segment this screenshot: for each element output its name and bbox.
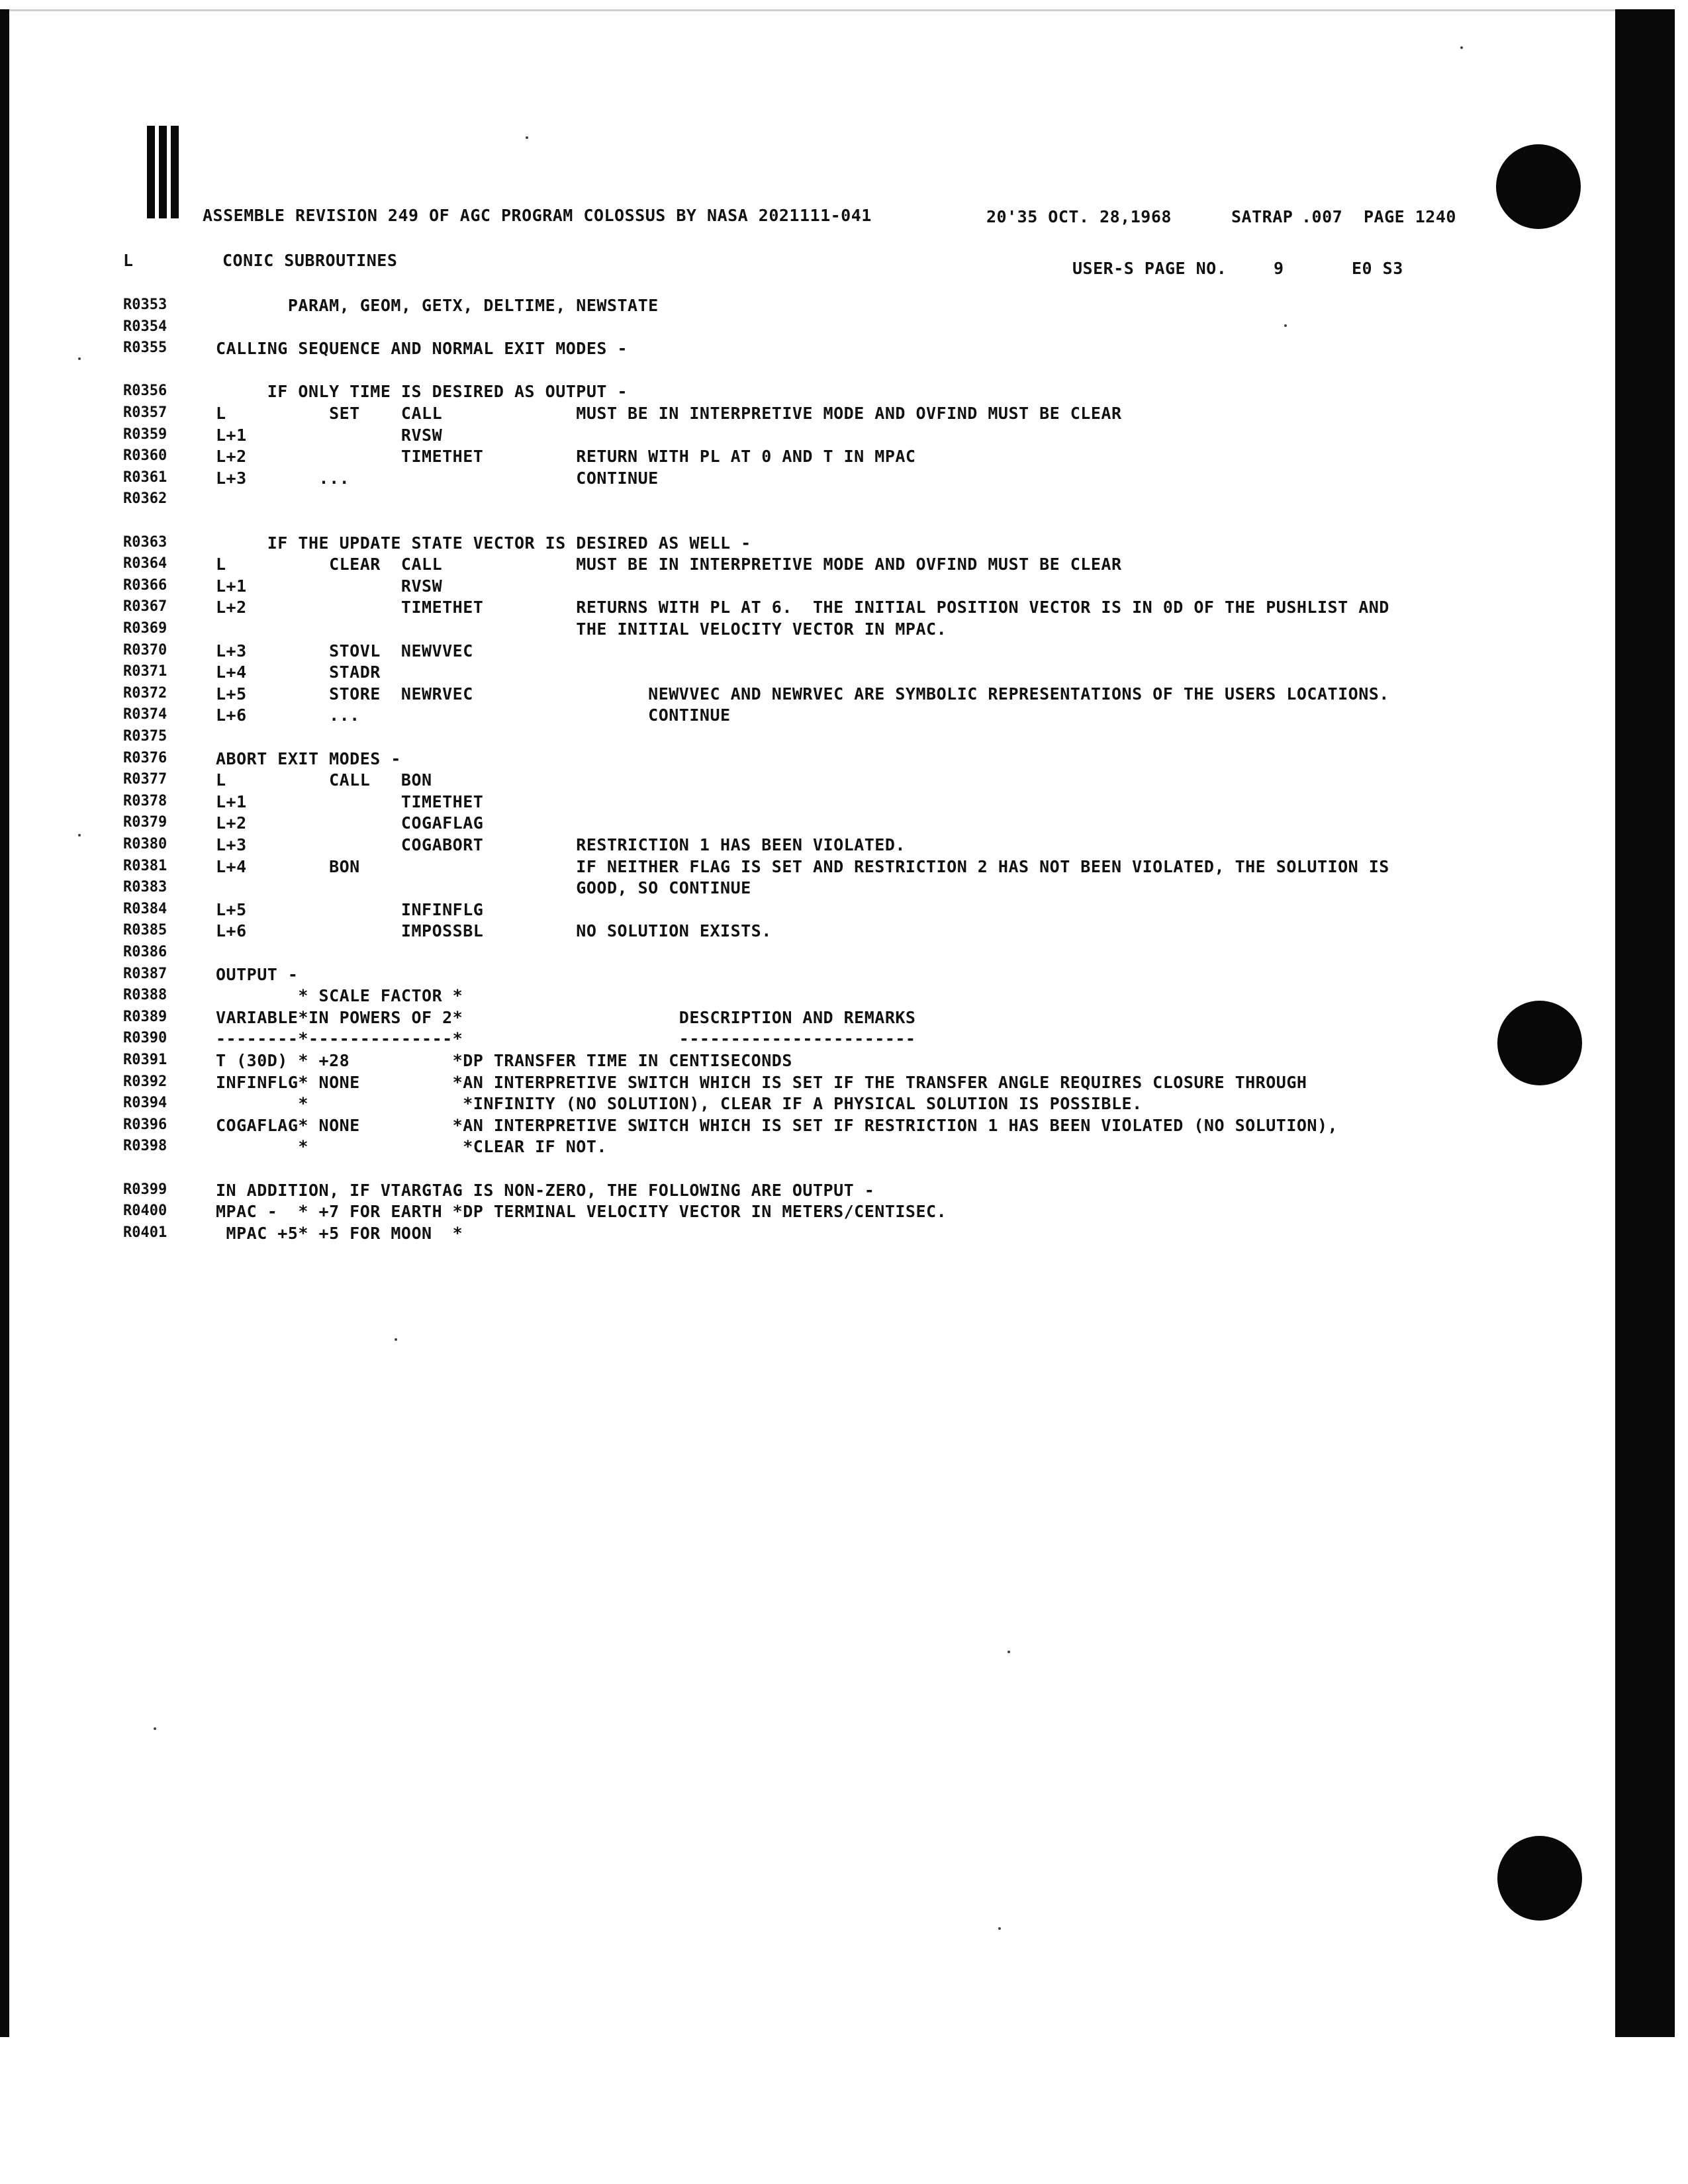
line-text: T (30D) * +28 *DP TRANSFER TIME IN CENTISECONDS <box>216 1051 792 1070</box>
line-text: L+5 STORE NEWRVEC NEWVVEC AND NEWRVEC ARE SYMBOLIC REPRESENTATIONS OF THE USERS LOCATIONS. <box>216 684 1389 704</box>
line-number: R0400 <box>123 1203 167 1220</box>
user-page-number: 9 <box>1274 259 1284 278</box>
line-text: COGAFLAG* NONE *AN INTERPRETIVE SWITCH WHICH IS SET IF RESTRICTION 1 HAS BEEN VIOLATED (NO SOLUTION), <box>216 1115 1338 1135</box>
line-number: R0399 <box>123 1181 167 1198</box>
listing-line <box>0 944 1589 966</box>
line-number: R0396 <box>123 1116 167 1133</box>
line-text: OUTPUT - <box>216 964 299 984</box>
bottom-margin <box>0 2037 1688 2184</box>
line-number: R0360 <box>123 447 167 465</box>
listing-line <box>0 318 1589 341</box>
line-text: * *CLEAR IF NOT. <box>216 1137 607 1157</box>
line-text: * SCALE FACTOR * <box>216 986 463 1006</box>
line-number: R0362 <box>123 490 167 508</box>
listing-line <box>0 512 1589 535</box>
line-number: R0363 <box>123 533 167 551</box>
line-text: ABORT EXIT MODES - <box>216 749 401 768</box>
speck <box>1008 1651 1010 1653</box>
line-number: R0357 <box>123 404 167 421</box>
line-text: L+1 RVSW <box>216 425 443 445</box>
listing-line <box>0 858 1589 880</box>
speck <box>395 1338 397 1341</box>
line-number: R0381 <box>123 857 167 874</box>
line-number: R0380 <box>123 836 167 852</box>
line-number: R0364 <box>123 555 167 572</box>
listing-line <box>0 642 1589 664</box>
listing-line <box>0 685 1589 707</box>
speck <box>78 834 81 837</box>
line-number: R0355 <box>123 340 167 357</box>
line-number: R0369 <box>123 620 167 637</box>
line-text: MPAC +5* +5 FOR MOON * <box>216 1223 463 1243</box>
top-rule <box>9 9 1615 11</box>
line-text: PARAM, GEOM, GETX, DELTIME, NEWSTATE <box>216 296 659 315</box>
listing-line <box>0 620 1589 643</box>
line-number: R0366 <box>123 576 167 594</box>
line-text: L+3 ... CONTINUE <box>216 468 659 488</box>
listing-line <box>0 404 1589 427</box>
speck <box>998 1927 1001 1930</box>
user-page-suffix: E0 S3 <box>1352 259 1403 278</box>
speck <box>526 136 528 139</box>
listing-line <box>0 490 1589 513</box>
listing-line <box>0 447 1589 470</box>
line-number: R0384 <box>123 900 167 917</box>
line-text: L+6 IMPOSSBL NO SOLUTION EXISTS. <box>216 921 772 941</box>
speck <box>1284 324 1287 327</box>
binder-hole-bottom <box>1497 1836 1582 1921</box>
line-number: R0390 <box>123 1030 167 1047</box>
binder-hole-top <box>1496 144 1581 229</box>
line-text: L CALL BON <box>216 770 432 790</box>
line-text: L+2 COGAFLAG <box>216 813 484 833</box>
line-text: L+2 TIMETHET RETURN WITH PL AT 0 AND T IN MPAC <box>216 447 916 467</box>
line-number: R0394 <box>123 1095 167 1112</box>
line-number: R0376 <box>123 749 167 766</box>
line-number: R0367 <box>123 598 167 615</box>
line-text: MPAC - * +7 FOR EARTH *DP TERMINAL VELOCITY VECTOR IN METERS/CENTISEC. <box>216 1202 947 1222</box>
line-text: L+3 STOVL NEWVVEC <box>216 641 473 660</box>
listing-line <box>0 1116 1589 1139</box>
line-number: R0359 <box>123 426 167 443</box>
line-text: L+5 INFINFLG <box>216 899 484 919</box>
line-number: R0387 <box>123 965 167 982</box>
listing-line <box>0 836 1589 858</box>
line-number: R0356 <box>123 383 167 400</box>
line-number: R0378 <box>123 792 167 809</box>
line-text: IN ADDITION, IF VTARGTAG IS NON-ZERO, THE FOLLOWING ARE OUTPUT - <box>216 1180 875 1200</box>
line-number: R0370 <box>123 641 167 659</box>
line-number: R0391 <box>123 1052 167 1068</box>
line-number: R0374 <box>123 706 167 723</box>
speck <box>154 1727 156 1730</box>
line-text: * *INFINITY (NO SOLUTION), CLEAR IF A PHYSICAL SOLUTION IS POSSIBLE. <box>216 1094 1143 1114</box>
line-number: R0386 <box>123 944 167 960</box>
header-title: ASSEMBLE REVISION 249 OF AGC PROGRAM COLOSSUS BY NASA 2021111-041 <box>203 206 872 225</box>
listing-line <box>0 577 1589 600</box>
line-text: --------*--------------* ----------------------- <box>216 1029 916 1049</box>
listing-line <box>0 426 1589 449</box>
speck <box>78 357 81 360</box>
line-number: R0388 <box>123 987 167 1004</box>
page-marker-bars <box>147 126 179 218</box>
line-text: L+1 TIMETHET <box>216 792 484 811</box>
line-number: R0361 <box>123 469 167 486</box>
listing-line <box>0 922 1589 944</box>
listing-line <box>0 1073 1589 1096</box>
line-number: R0377 <box>123 771 167 788</box>
line-text: GOOD, SO CONTINUE <box>216 878 751 898</box>
user-page-label: USER-S PAGE NO. <box>1072 259 1227 278</box>
line-number: R0389 <box>123 1008 167 1025</box>
line-text: INFINFLG* NONE *AN INTERPRETIVE SWITCH WHICH IS SET IF THE TRANSFER ANGLE REQUIRES CLOSURE THROUGH <box>216 1072 1307 1092</box>
line-text: CALLING SEQUENCE AND NORMAL EXIT MODES - <box>216 339 628 359</box>
listing-line <box>0 1181 1589 1204</box>
line-number: R0379 <box>123 814 167 831</box>
listing-line <box>0 340 1589 362</box>
right-edge-shadow <box>1615 9 1675 2037</box>
listing-line <box>0 706 1589 729</box>
listing-line <box>0 901 1589 923</box>
listing-line <box>0 1160 1589 1182</box>
listing-line <box>0 966 1589 988</box>
listing-line <box>0 1052 1589 1074</box>
line-number: R0401 <box>123 1224 167 1241</box>
listing-line <box>0 987 1589 1009</box>
listing-line <box>0 1224 1589 1247</box>
line-text: L+4 BON IF NEITHER FLAG IS SET AND RESTRICTION 2 HAS NOT BEEN VIOLATED, THE SOLUTION IS <box>216 856 1389 876</box>
section-title: CONIC SUBROUTINES <box>222 251 398 270</box>
listing-line <box>0 728 1589 751</box>
line-text: L+3 COGABORT RESTRICTION 1 HAS BEEN VIOLATED. <box>216 835 906 854</box>
listing-line <box>0 663 1589 686</box>
header-version: .007 <box>1301 207 1343 226</box>
line-number: R0383 <box>123 879 167 896</box>
line-text: L+4 STADR <box>216 662 381 682</box>
line-text: L+1 RVSW <box>216 576 443 596</box>
listing-line <box>0 361 1589 384</box>
listing-line <box>0 879 1589 901</box>
listing-line <box>0 469 1589 492</box>
listing-line <box>0 1095 1589 1117</box>
listing-line <box>0 598 1589 621</box>
line-text: IF ONLY TIME IS DESIRED AS OUTPUT - <box>216 382 628 402</box>
line-text: L CLEAR CALL MUST BE IN INTERPRETIVE MODE AND OVFIND MUST BE CLEAR <box>216 555 1122 574</box>
line-number: R0392 <box>123 1073 167 1090</box>
listing-line <box>0 771 1589 794</box>
listing-line <box>0 1009 1589 1031</box>
listing-line <box>0 296 1589 319</box>
header-timestamp: 20'35 OCT. 28,1968 <box>986 207 1172 226</box>
listing-line <box>0 750 1589 772</box>
line-number: R0354 <box>123 318 167 335</box>
line-text: L SET CALL MUST BE IN INTERPRETIVE MODE AND OVFIND MUST BE CLEAR <box>216 404 1122 423</box>
line-text: L+2 TIMETHET RETURNS WITH PL AT 6. THE INITIAL POSITION VECTOR IS IN 0D OF THE PUSHLIST AND <box>216 598 1389 617</box>
speck <box>1460 46 1463 49</box>
line-text: IF THE UPDATE STATE VECTOR IS DESIRED AS WELL - <box>216 533 751 553</box>
listing-line <box>0 555 1589 578</box>
listing-line <box>0 1138 1589 1160</box>
listing-line <box>0 1203 1589 1225</box>
listing-line <box>0 1030 1589 1052</box>
line-text: L+6 ... CONTINUE <box>216 705 731 725</box>
line-number: R0353 <box>123 296 167 313</box>
listing-line <box>0 814 1589 837</box>
header-program: SATRAP <box>1231 207 1293 226</box>
header-marker: L <box>123 251 134 270</box>
listing-line <box>0 534 1589 557</box>
line-number: R0372 <box>123 684 167 702</box>
line-number: R0398 <box>123 1138 167 1155</box>
header-page: PAGE 1240 <box>1364 207 1456 226</box>
line-text: VARIABLE*IN POWERS OF 2* DESCRIPTION AND REMARKS <box>216 1007 916 1027</box>
line-number: R0385 <box>123 922 167 939</box>
line-number: R0375 <box>123 728 167 745</box>
listing-line <box>0 793 1589 815</box>
line-text: THE INITIAL VELOCITY VECTOR IN MPAC. <box>216 619 947 639</box>
line-number: R0371 <box>123 663 167 680</box>
listing-line <box>0 383 1589 405</box>
